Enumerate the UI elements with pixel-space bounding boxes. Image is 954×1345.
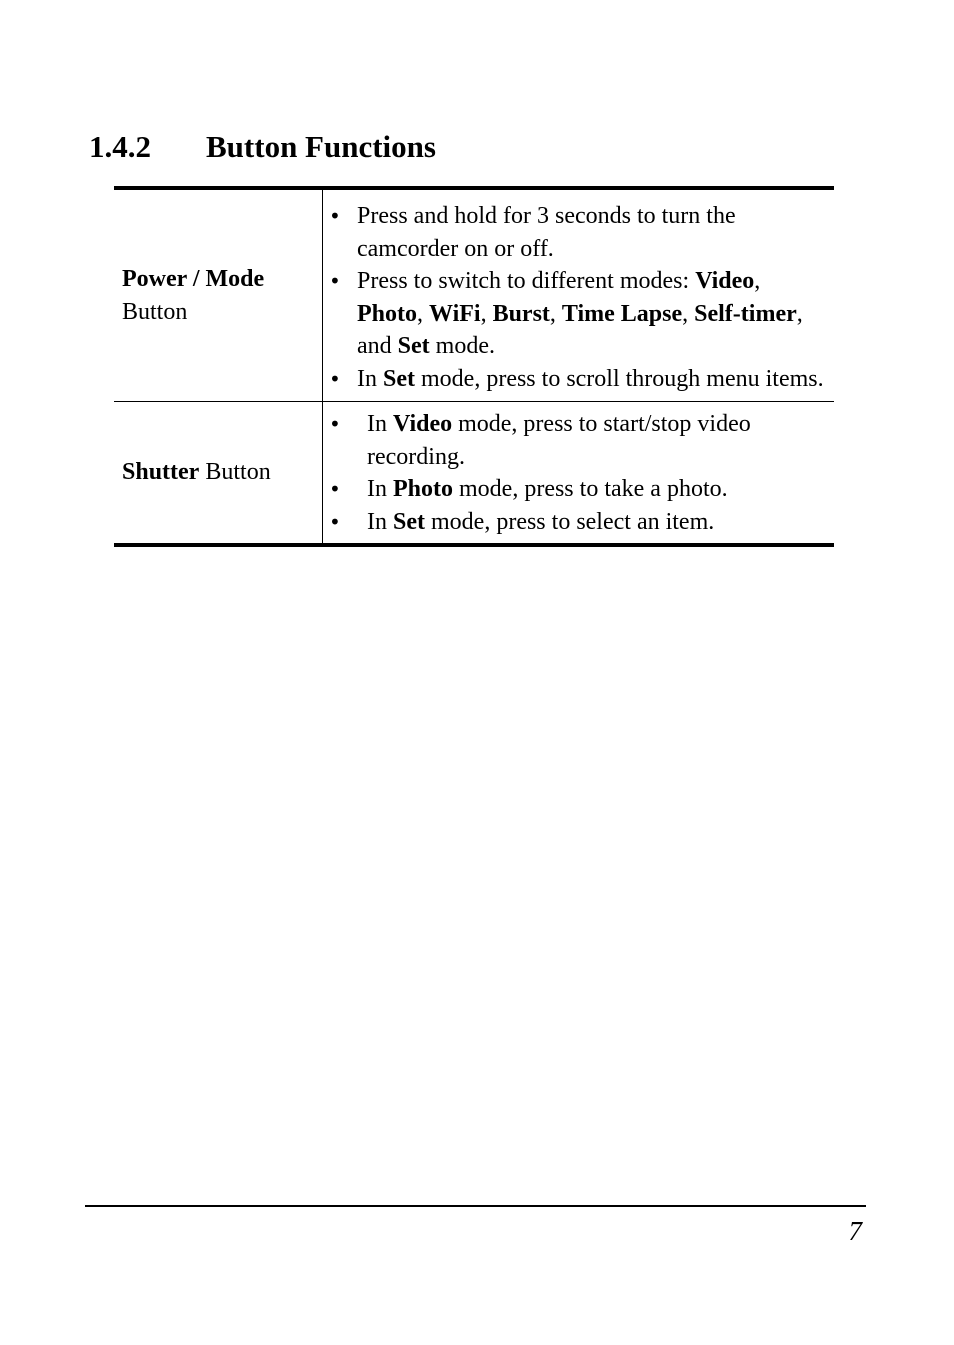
button-name: Shutter [122,459,200,486]
button-name-suffix: Button [199,459,271,486]
function-text: mode, press to select an item. [425,508,715,535]
function-item [323,363,826,396]
mode-name: Self-timer [694,300,797,327]
button-name: Power / Mode [122,266,265,292]
function-item [323,265,826,363]
section-heading [89,127,436,167]
function-text: , [480,300,493,327]
section-title: Button Functions [206,129,436,164]
function-text: Press to switch to different modes: [357,268,696,294]
function-text: In [357,365,383,392]
button-functions-table [114,186,834,547]
mode-name: Photo [357,300,417,327]
table-row [114,188,834,402]
function-text: In [367,411,393,437]
section-number: 1.4.2 [89,129,151,164]
button-name-cell [114,402,323,546]
function-text: mode. [429,333,495,359]
function-text: In [367,508,393,535]
function-item [323,506,826,539]
button-description-cell [323,402,835,546]
mode-name: Set [393,508,425,535]
function-item [323,200,826,265]
function-text: Press and hold for 3 seconds to turn the camcorder on or off. [357,203,736,262]
mode-name: Video [695,268,755,294]
function-text: mode, press to start/stop video recording. [367,411,751,470]
table-row [114,402,834,546]
function-text: , [417,300,429,327]
function-text: mode, press to scroll through menu items. [415,365,824,392]
function-text: , [754,268,761,294]
mode-name: Set [383,365,415,392]
function-list [323,408,826,538]
function-item [323,408,826,473]
footer-divider [85,1205,866,1207]
function-text: , and [357,300,803,359]
mode-name: Time Lapse [561,300,683,327]
function-list [323,200,826,395]
mode-name: Video [393,411,453,437]
button-description-cell [323,188,835,402]
function-item [323,473,826,506]
mode-name: Burst [492,300,550,327]
function-text: , [549,300,562,327]
button-name-cell [114,188,323,402]
function-text: In [367,476,393,502]
mode-name: Photo [393,476,453,502]
function-text: mode, press to take a photo. [453,476,728,502]
function-text: , [682,300,695,327]
mode-name: Set [397,333,430,359]
page-number: 7 [848,1216,862,1246]
mode-name: WiFi [429,300,481,327]
button-name-suffix: Button [122,298,188,325]
